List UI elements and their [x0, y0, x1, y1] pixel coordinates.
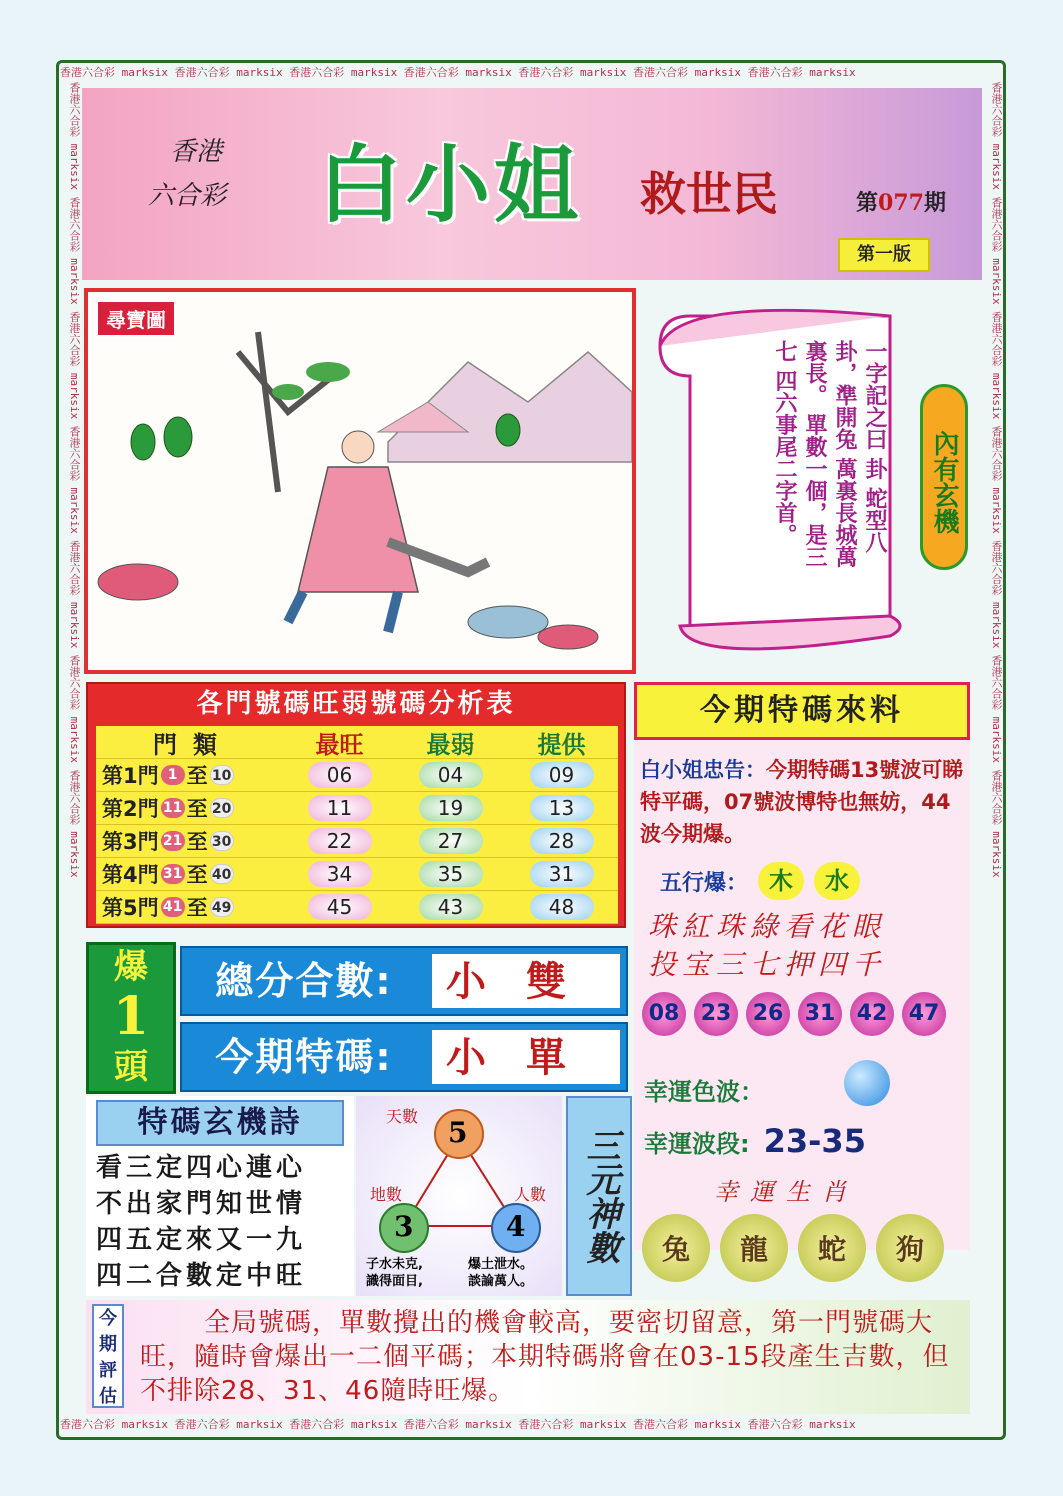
total-sum-value: 小雙 [432, 954, 620, 1008]
analysis-table-title: 各門號碼旺弱號碼分析表 [196, 689, 516, 719]
rabbit-icon: 兔 [642, 1214, 710, 1282]
poem-line: 看三定四心連心 [96, 1153, 307, 1183]
number-ball: 42 [850, 992, 894, 1036]
issue-number: 第077期 [856, 190, 946, 216]
header-weak: 最弱 [426, 730, 475, 759]
blue-ball-icon [844, 1060, 890, 1106]
strong-cell: 22 [284, 825, 395, 857]
gate-cell: 第1門 1 至 10 [96, 759, 284, 791]
offer-cell: 28 [506, 825, 617, 857]
triangle-numbers [356, 1096, 562, 1296]
poem-lines [96, 1150, 344, 1294]
main-title: 白小姐 [318, 136, 583, 234]
gate-cell: 第2門 11 至 20 [96, 792, 284, 824]
wuxing-element: 水 [814, 862, 860, 900]
bao-line1: 爆 [114, 947, 148, 987]
special-code-title: 今期特碼來料 [634, 682, 970, 740]
table-body [96, 759, 618, 924]
header-gate: 門類 [153, 730, 233, 759]
triangle-caption-right: 爆土泄水。 談論萬人。 [468, 1257, 534, 1289]
poem-title: 特碼玄機詩 [96, 1100, 344, 1146]
total-sum-row [180, 946, 628, 1016]
treasure-label: 尋寶圖 [96, 300, 176, 337]
analysis-grid [96, 726, 618, 924]
earth-number: 3 [394, 1210, 414, 1243]
gate-cell: 第4門 31 至 40 [96, 858, 284, 890]
snake-icon: 蛇 [798, 1214, 866, 1282]
offer-cell: 48 [506, 891, 617, 923]
special-code-label: 今期特碼: [215, 1035, 393, 1079]
weak-cell: 27 [395, 825, 506, 857]
number-ball: 08 [642, 992, 686, 1036]
table-row [96, 858, 618, 891]
special-code-panel [634, 682, 970, 1266]
border-strip-bottom: 香港六合彩 marksix 香港六合彩 marksix 香港六合彩 marksix 香港六合彩 marksix 香港六合彩 marksix 香港六合彩 marksix 香港六合彩 marksix [60, 1418, 856, 1431]
poem-line: 不出家門知世情 [96, 1189, 307, 1219]
explode-head-box [86, 942, 176, 1094]
bao-line3: 頭 [114, 1047, 148, 1087]
treasure-map [84, 288, 636, 674]
lucky-zodiac-label: 幸運生肖 [714, 1178, 858, 1206]
border-strip-left: 香港六合彩 marksix 香港六合彩 marksix 香港六合彩 marksix 香港六合彩 marksix 香港六合彩 marksix 香港六合彩 marksix 香港六合彩 marksix [68, 82, 81, 878]
riddle-line: 投宝三七押四千 [648, 948, 887, 981]
header-offer: 提供 [537, 730, 586, 759]
number-ball: 26 [746, 992, 790, 1036]
poem-box [86, 1096, 354, 1296]
poem-line: 四五定來又一九 [96, 1225, 307, 1255]
analysis-table [86, 682, 626, 928]
zodiac-animals [642, 1214, 954, 1282]
weak-cell: 35 [395, 858, 506, 890]
advice-label: 白小姐忠告： [640, 758, 766, 782]
strong-cell: 45 [284, 891, 395, 923]
strong-cell: 11 [284, 792, 395, 824]
heaven-number: 5 [448, 1116, 468, 1149]
human-label: 人數 [514, 1185, 547, 1204]
offer-cell: 09 [506, 759, 617, 791]
earth-label: 地數 [370, 1185, 403, 1204]
evaluation-box [86, 1300, 970, 1414]
lucky-color-label: 幸運色波： [644, 1078, 764, 1106]
evaluation-text: 全局號碼，單數攪出的機會較高，要密切留意，第一門號碼大旺，隨時會爆出一二個平碼；本期特碼將會在03-15段產生吉數，但不排除28、31、46隨時旺爆。 [140, 1308, 950, 1406]
scroll-riddle: 一字記之曰 卦 蛇型八卦，準開兔 萬裏長城萬裏長。 單數一個，是三七 四六事尾二字首。 [772, 340, 888, 568]
gate-cell: 第3門 21 至 30 [96, 825, 284, 857]
advice [640, 754, 964, 850]
heaven-label: 天數 [386, 1107, 419, 1126]
special-code-row [180, 1022, 628, 1092]
dog-icon: 狗 [876, 1214, 944, 1282]
strong-cell: 06 [284, 759, 395, 791]
wuxing [660, 862, 860, 900]
table-row [96, 891, 618, 924]
lucky-range: 幸運波段: 23-35 [644, 1122, 866, 1160]
table-row [96, 825, 618, 858]
riddle [648, 908, 958, 984]
evaluation-label: 今期評估 [92, 1304, 124, 1408]
header-strong: 最旺 [315, 730, 364, 759]
border-strip-top: 香港六合彩 marksix 香港六合彩 marksix 香港六合彩 marksix 香港六合彩 marksix 香港六合彩 marksix 香港六合彩 marksix 香港六合彩 marksix [60, 66, 856, 79]
wuxing-label: 五行爆： [660, 870, 749, 896]
riddle-line: 珠紅珠綠看花眼 [648, 910, 887, 943]
dragon-icon: 龍 [720, 1214, 788, 1282]
table-row [96, 759, 618, 792]
table-header-row [96, 726, 618, 759]
number-ball: 23 [694, 992, 738, 1036]
region-line2: 六合彩 [148, 181, 227, 211]
border-strip-right: 香港六合彩 marksix 香港六合彩 marksix 香港六合彩 marksix 香港六合彩 marksix 香港六合彩 marksix 香港六合彩 marksix 香港六合彩 marksix [990, 82, 1003, 878]
edition-badge: 第一版 [838, 238, 930, 272]
offer-cell: 13 [506, 792, 617, 824]
weak-cell: 43 [395, 891, 506, 923]
advice-text: 今期特碼13號波可睇特平碼，07號波博特也無妨，44波今期爆。 [640, 758, 964, 846]
region-label [148, 130, 226, 218]
weak-cell: 19 [395, 792, 506, 824]
gate-cell: 第5門 41 至 49 [96, 891, 284, 923]
three-element-numbers: 三元神數 [566, 1096, 632, 1296]
poem-line: 四二合數定中旺 [96, 1261, 307, 1291]
special-code-value: 小單 [432, 1030, 620, 1084]
wuxing-element: 木 [758, 862, 804, 900]
treasure-illustration [88, 292, 632, 670]
total-sum-label: 總分合數: [215, 959, 393, 1003]
number-balls [642, 992, 954, 1036]
strong-cell: 34 [284, 858, 395, 890]
weak-cell: 04 [395, 759, 506, 791]
bao-line2: 1 [112, 986, 150, 1047]
region-line1: 香港 [170, 137, 223, 167]
number-ball: 47 [902, 992, 946, 1036]
hidden-meaning-badge: 內有玄機 [920, 384, 968, 570]
offer-cell: 31 [506, 858, 617, 890]
human-number: 4 [506, 1210, 526, 1243]
triangle-caption-left: 子水未克, 識得面目, [366, 1257, 423, 1289]
number-ball: 31 [798, 992, 842, 1036]
table-row [96, 792, 618, 825]
subtitle: 救世民 [640, 167, 778, 221]
